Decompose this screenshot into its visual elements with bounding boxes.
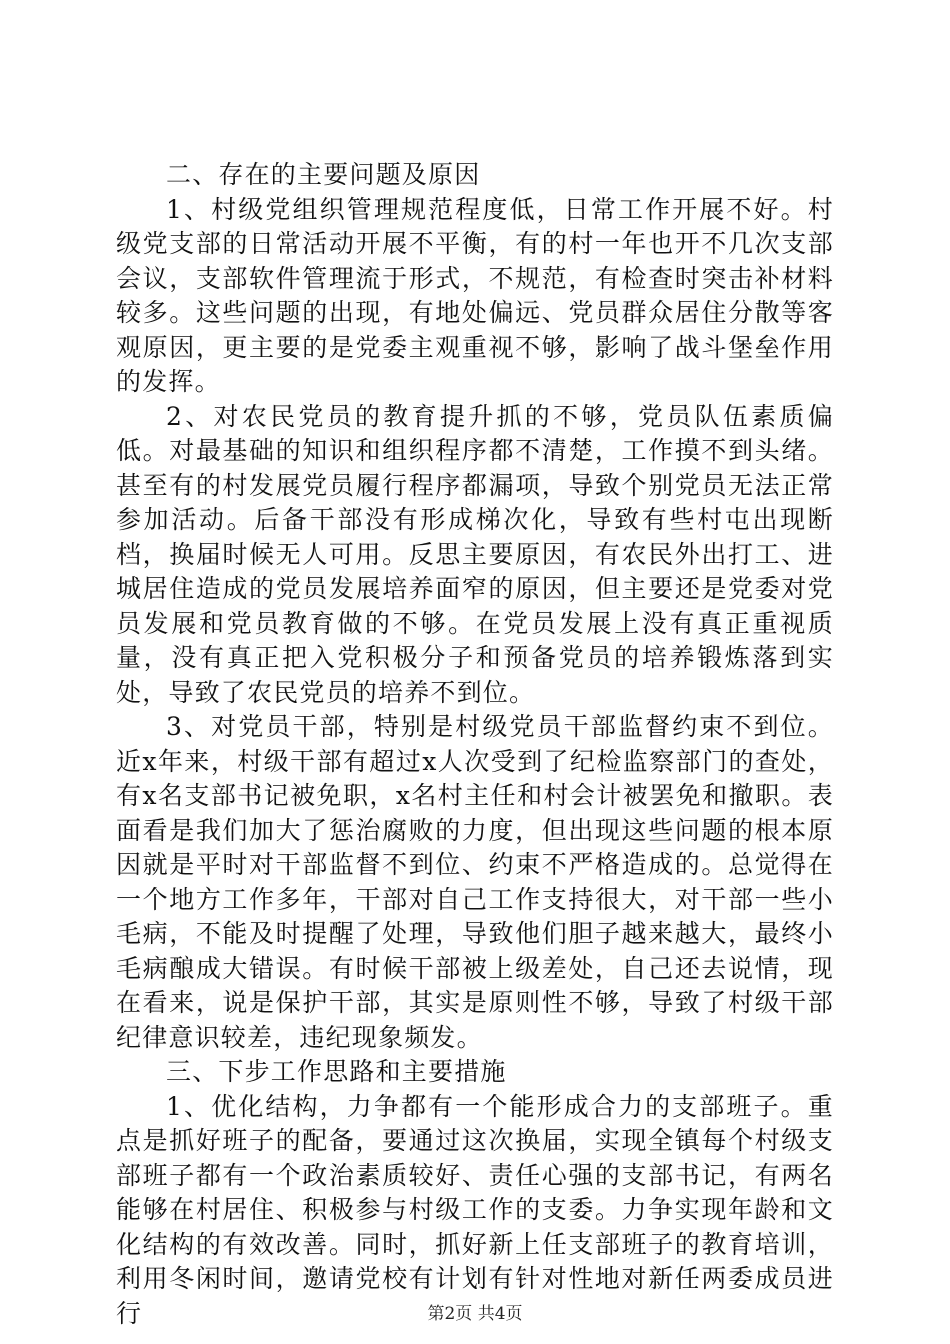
paragraph-problem-3: 3、对党员干部，特别是村级党员干部监督约束不到位。近x年来，村级干部有超过x人次受到了纪检监察部门的查处，有x名支部书记被免职，x名村主任和村会计被罢免和撤职。表面看是我们加大了惩治腐败的力度，但出现这些问题的根本原因就是平时对干部监督不到位、约束不严格造成的。总觉得在一个地方工作多年，干部对自己工作支持很大，对干部一些小毛病，不能及时提醒了处理，导致他们胆子越来越大，最终小毛病酿成大错误。有时候干部被上级差处，自己还去说情，现在看来，说是保护干部，其实是原则性不够，导致了村级干部纪律意识较差，违纪现象频发。 <box>116 712 834 1052</box>
section-heading-problems: 二、存在的主要问题及原因 <box>166 160 481 189</box>
page-footer: 第2页 共4页 <box>427 1304 523 1324</box>
paragraph-problem-2: 2、对农民党员的教育提升抓的不够，党员队伍素质偏低。对最基础的知识和组织程序都不清楚，工作摸不到头绪。甚至有的村发展党员履行程序都漏项，导致个别党员无法正常参加活动。后备干部没有形成梯次化，导致有些村屯出现断档，换届时候无人可用。反思主要原因，有农民外出打工、进城居住造成的党员发展培养面窄的原因，但主要还是党委对党员发展和党员教育做的不够。在党员发展上没有真正重视质量，没有真正把入党积极分子和预备党员的培养锻炼落到实处，导致了农民党员的培养不到位。 <box>116 401 834 707</box>
paragraph-measure-1: 1、优化结构，力争都有一个能形成合力的支部班子。重点是抓好班子的配备，要通过这次换届，实现全镇每个村级支部班子都有一个政治素质较好、责任心强的支部书记，有两名能够在村居住、积极参与村级工作的支委。力争实现年龄和文化结构的有效改善。同时，抓好新上任支部班子的教育培训，利用冬闲时间，邀请党校有计划有针对性地对新任两委成员进行 <box>116 1091 834 1328</box>
paragraph-problem-1: 1、村级党组织管理规范程度低，日常工作开展不好。村级党支部的日常活动开展不平衡，有的村一年也开不几次支部会议，支部软件管理流于形式，不规范，有检查时突击补材料较多。这些问题的出现，有地处偏远、党员群众居住分散等客观原因，更主要的是党委主观重视不够，影响了战斗堡垒作用的发挥。 <box>116 194 834 396</box>
section-heading-measures: 三、下步工作思路和主要措施 <box>166 1057 507 1086</box>
document-body <box>116 158 834 1331</box>
